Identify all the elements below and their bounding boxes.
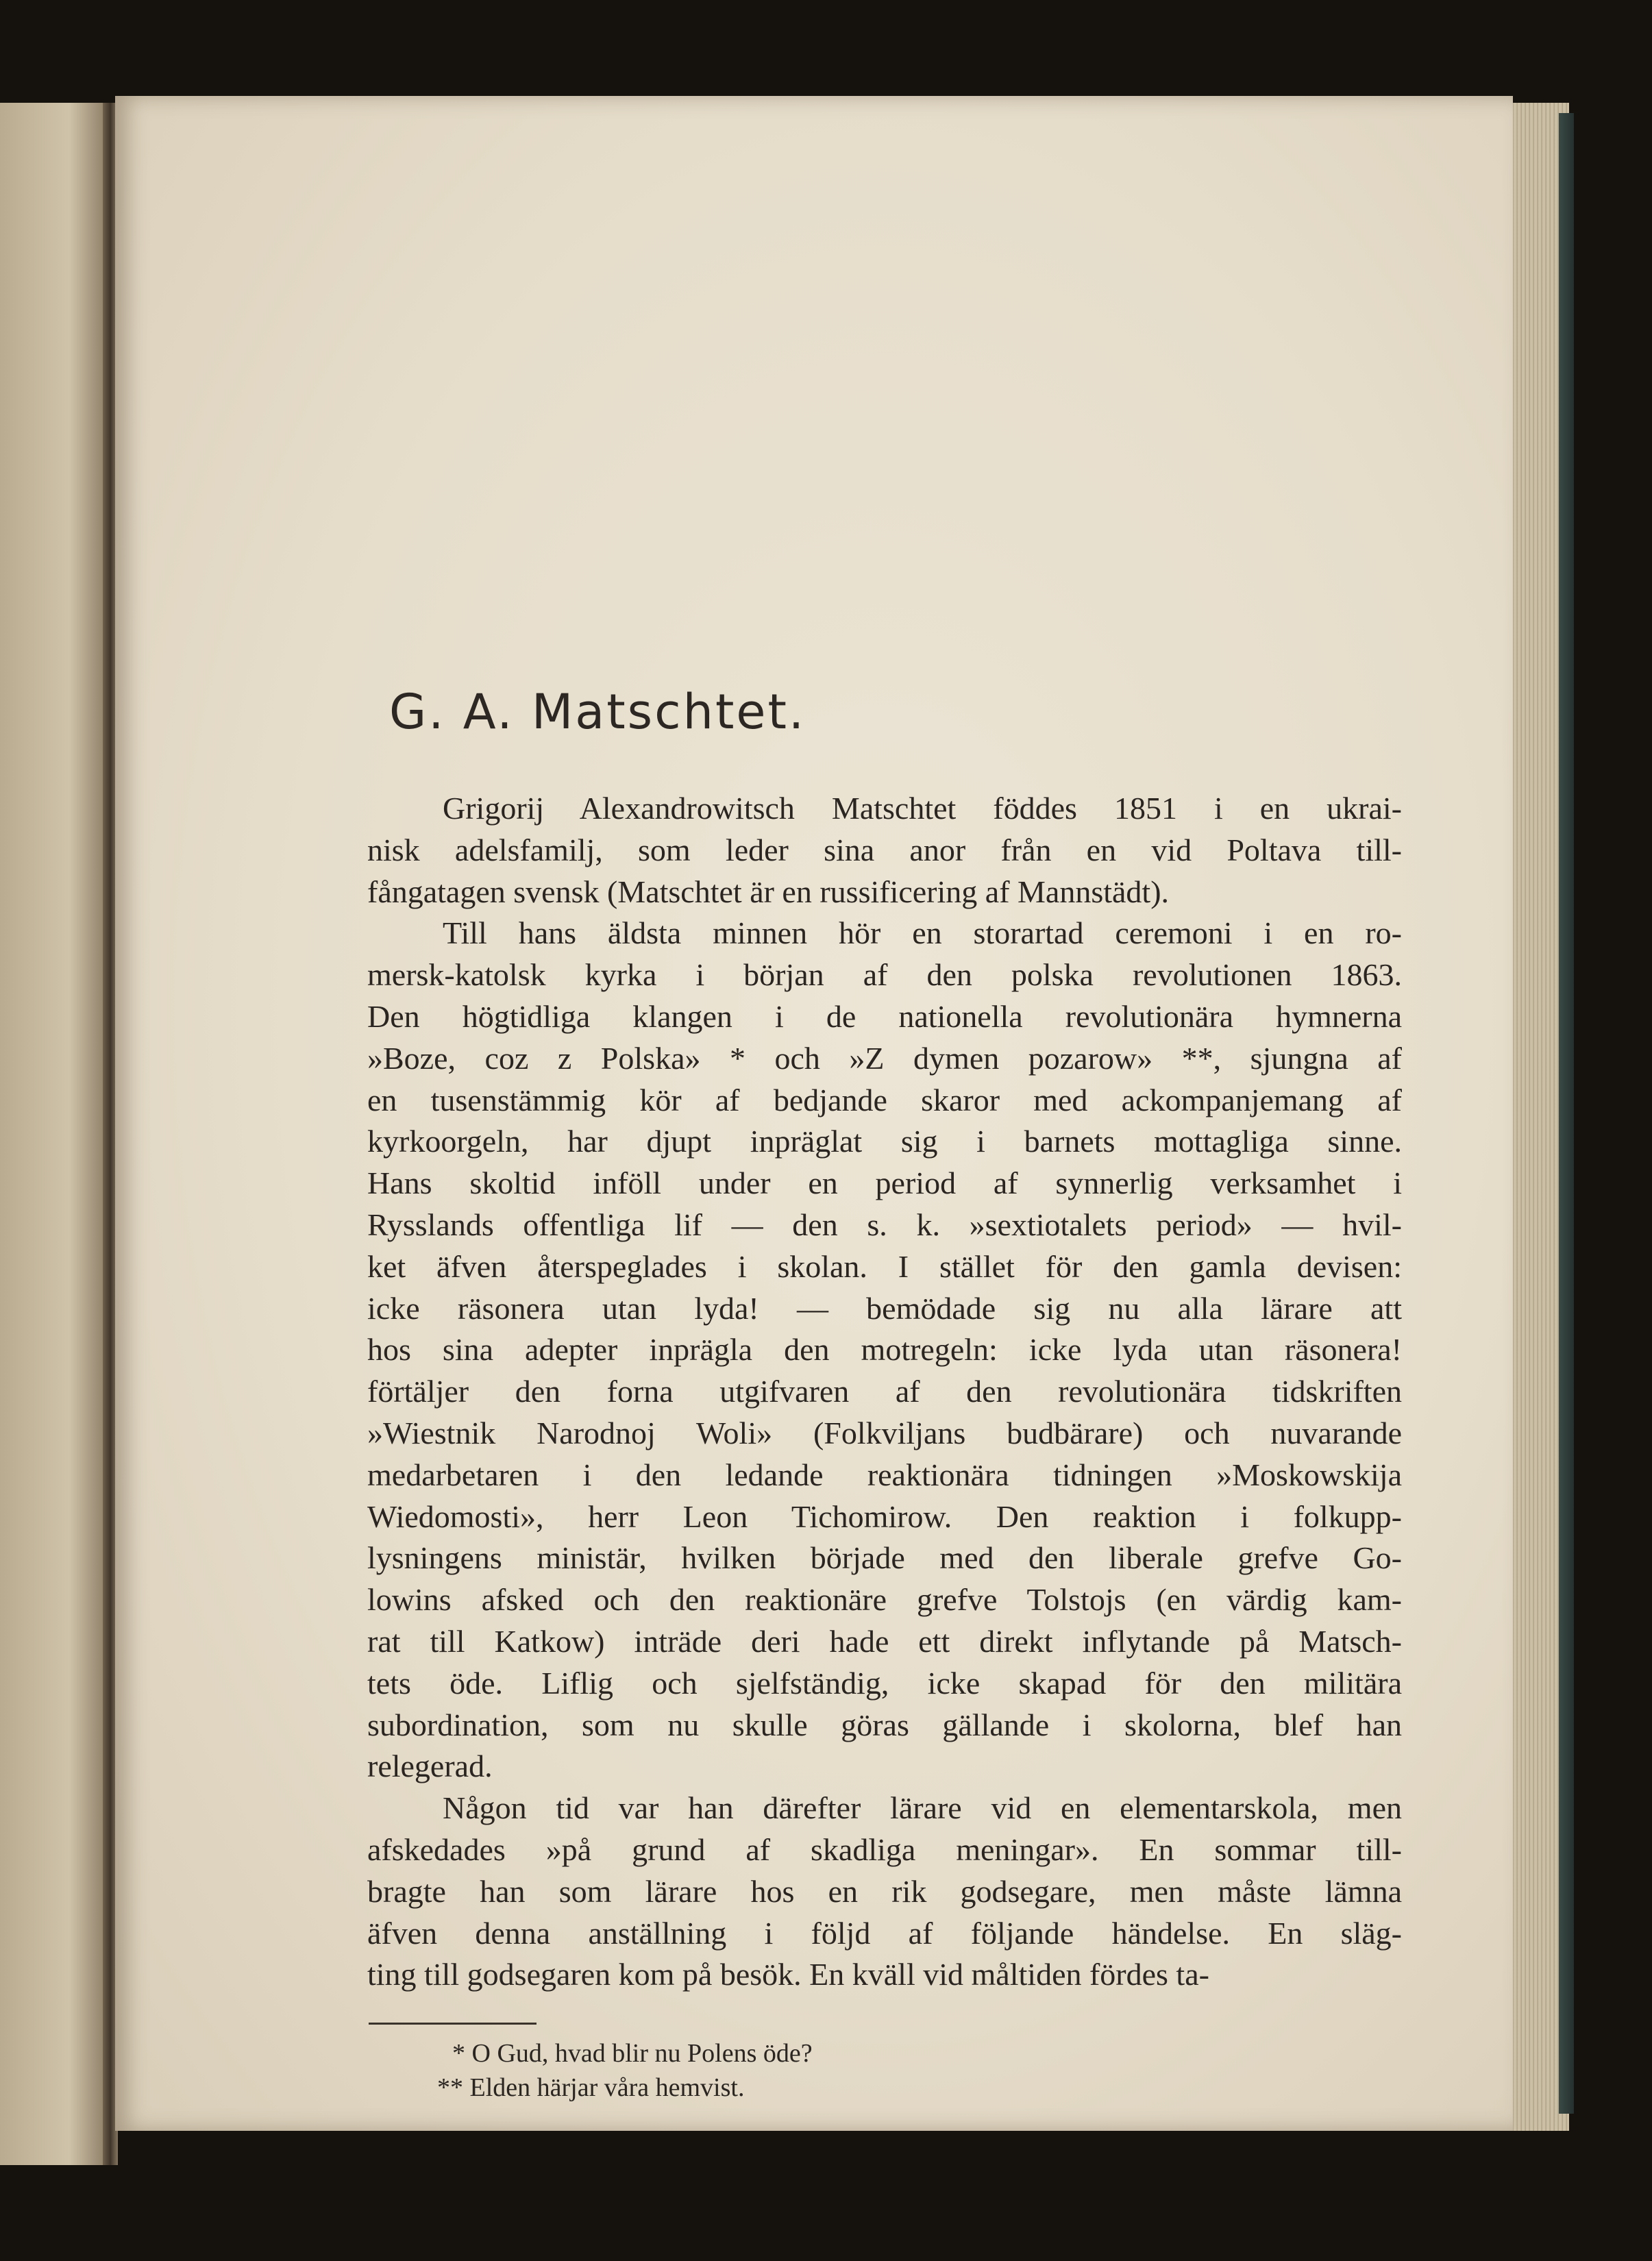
text-line: ting till godsegaren kom på besök. En kväll vid måltiden fördes ta- xyxy=(367,1957,1209,1992)
text-line: Någon tid var han därefter lärare vid en elementarskola, men xyxy=(443,1790,1402,1826)
text-line: hos sina adepter inprägla den motregeln: icke lyda utan räsonera! xyxy=(367,1332,1402,1368)
text-line: »Wiestnik Narodnoj Woli» (Folkviljans budbärare) och nuvarande xyxy=(367,1415,1402,1450)
book-page xyxy=(115,96,1513,2131)
text-line: kyrkoorgeln, har djupt inpräglat sig i barnets mottagliga sinne. xyxy=(367,1124,1402,1159)
text-line: lowins afsked och den reaktionäre grefve Tolstojs (en värdig kam- xyxy=(367,1582,1402,1618)
text-line: Rysslands offentliga lif — den s. k. »sextiotalets period» — hvil- xyxy=(367,1207,1402,1242)
text-line: tets öde. Liflig och sjelfständig, icke skapad för den militära xyxy=(367,1665,1402,1701)
text-line: Grigorij Alexandrowitsch Matschtet föddes 1851 i en ukrai- xyxy=(443,791,1402,826)
text-line: äfven denna anställning i följd af följande händelse. En släg- xyxy=(367,1915,1402,1951)
text-line: nisk adelsfamilj, som leder sina anor från en vid Poltava till- xyxy=(367,832,1402,867)
text-line: en tusenstämmig kör af bedjande skaror med ackompanjemang af xyxy=(367,1082,1402,1117)
text-line: relegerad. xyxy=(367,1749,493,1784)
text-line: förtäljer den forna utgifvaren af den revolutionära tidskriften xyxy=(367,1374,1402,1409)
text-line: medarbetaren i den ledande reaktionära tidningen »Moskowskija xyxy=(367,1457,1402,1492)
text-line: Den högtidliga klangen i de nationella revolutionära hymnerna xyxy=(367,998,1402,1034)
text-line: fångatagen svensk (Matschtet är en russificering af Mannstädt). xyxy=(367,874,1170,909)
text-line: Till hans äldsta minnen hör en storartad ceremoni i en ro- xyxy=(443,915,1402,951)
book-cover-edge xyxy=(1559,113,1574,2114)
text-line: bragte han som lärare hos en rik godsegare, men måste lämna xyxy=(367,1873,1402,1909)
text-line: mersk-katolsk kyrka i början af den polska revolutionen 1863. xyxy=(367,957,1402,993)
chapter-title: G. A. Matschtet. xyxy=(389,684,806,740)
text-line: Hans skoltid inföll under en period af synnerlig verksamhet i xyxy=(367,1165,1402,1201)
text-line: Wiedomosti», herr Leon Tichomirow. Den reaktion i folkupp- xyxy=(367,1498,1402,1534)
text-line: icke räsonera utan lyda! — bemödade sig nu alla lärare att xyxy=(367,1290,1402,1326)
text-line: ket äfven återspeglades i skolan. I stället för den gamla devisen: xyxy=(367,1248,1402,1284)
footnote-rule xyxy=(369,2023,537,2025)
footnotes xyxy=(437,2036,813,2105)
footnote: * O Gud, hvad blir nu Polens öde? xyxy=(452,2039,813,2068)
facing-page-edge xyxy=(0,103,115,2165)
text-line: subordination, som nu skulle göras gällande i skolorna, blef han xyxy=(367,1707,1402,1742)
text-line: afskedades »på grund af skadliga meningar». En sommar till- xyxy=(367,1831,1402,1867)
text-line: lysningens ministär, hvilken började med den liberale grefve Go- xyxy=(367,1540,1402,1576)
body-text xyxy=(367,788,1402,1996)
text-line: rat till Katkow) inträde deri hade ett direkt inflytande på Matsch- xyxy=(367,1623,1402,1659)
footnote: ** Elden härjar våra hemvist. xyxy=(437,2073,745,2102)
text-line: »Boze, coz z Polska» * och »Z dymen pozarow» **, sjungna af xyxy=(367,1040,1402,1076)
